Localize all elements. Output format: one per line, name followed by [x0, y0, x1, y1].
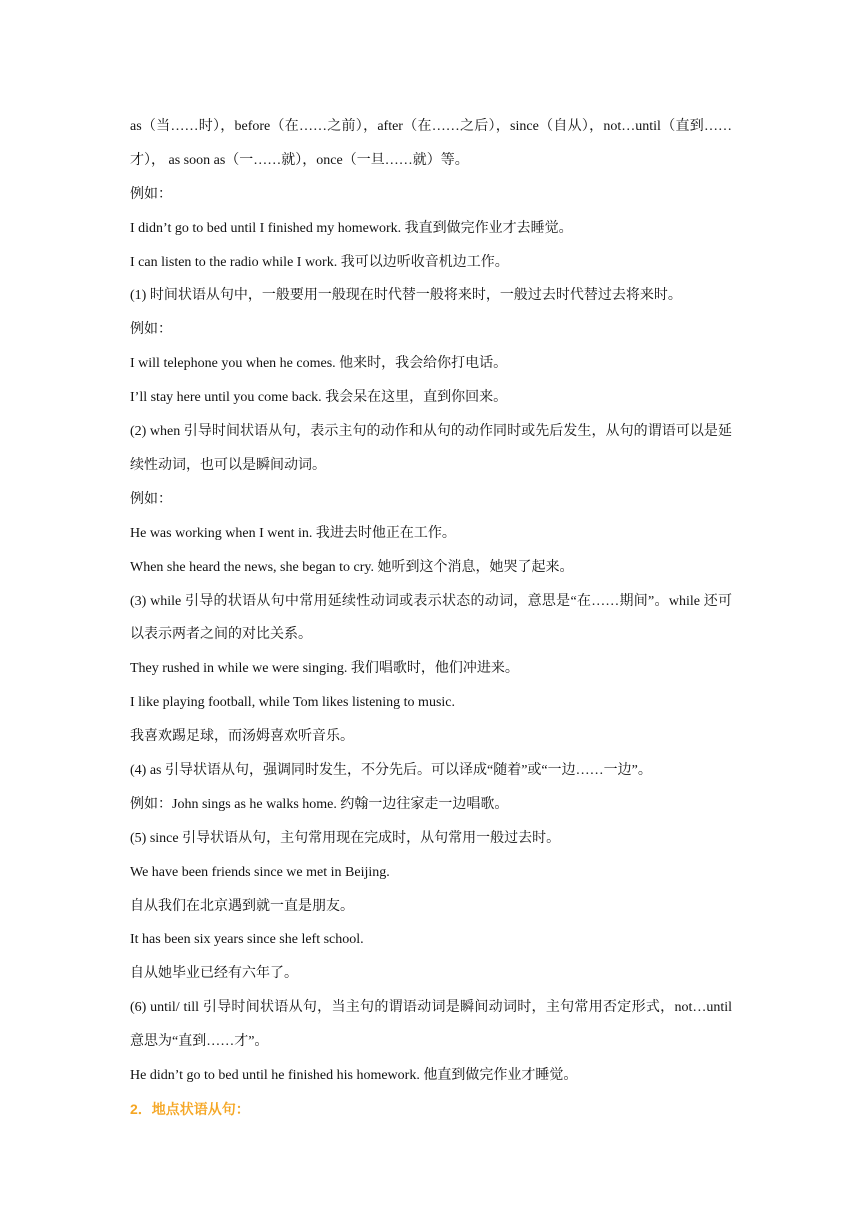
example-sentence: I’ll stay here until you come back. 我会呆在这里，直到你回来。 — [130, 390, 508, 406]
example-sentence: They rushed in while we were singing. 我们唱歌时，他们冲进来。 — [130, 661, 519, 677]
rule-6-paragraph: (6) until/ till 引导时间状语从句，当主句的谓语动词是瞬间动词时，主句常用否定形式，not…until 意思为“直到……才”。 — [130, 1000, 732, 1050]
rule-3-paragraph: (3) while 引导的状语从句中常用延续性动词或表示状态的动词，意思是“在……期间”。while 还可以表示两者之间的对比关系。 — [130, 593, 732, 643]
conjunction-list-paragraph: as（当……时），before（在……之前），after（在……之后），since（自从），not…until（直到……才）， as soon as（一……就），once（一旦……就）等。 — [130, 119, 732, 168]
rule-1-paragraph: (1) 时间状语从句中，一般要用一般现在时代替一般将来时，一般过去时代替过去将来时。 — [130, 288, 682, 304]
example-sentence: It has been six years since she left school. — [130, 932, 364, 948]
example-label: 例如： — [130, 186, 172, 202]
example-label: 例如： — [130, 491, 172, 507]
example-sentence: I can listen to the radio while I work. 我可以边听收音机边工作。 — [130, 254, 509, 270]
example-sentence: 例如：John sings as he walks home. 约翰一边往家走一边唱歌。 — [130, 796, 509, 812]
example-sentence: We have been friends since we met in Beijing. — [130, 864, 390, 880]
document-body — [130, 110, 732, 1127]
example-translation: 我喜欢踢足球，而汤姆喜欢听音乐。 — [130, 729, 354, 745]
example-sentence: I didn’t go to bed until I finished my homework. 我直到做完作业才去睡觉。 — [130, 220, 573, 236]
section-heading: 2．地点状语从句： — [130, 1100, 250, 1117]
rule-4-paragraph: (4) as 引导状语从句，强调同时发生，不分先后。可以译成“随着”或“一边……一边”。 — [130, 763, 652, 779]
example-translation: 自从她毕业已经有六年了。 — [130, 966, 298, 982]
example-sentence: He was working when I went in. 我进去时他正在工作。 — [130, 525, 456, 541]
rule-5-paragraph: (5) since 引导状语从句，主句常用现在完成时，从句常用一般过去时。 — [130, 830, 561, 846]
example-translation: 自从我们在北京遇到就一直是朋友。 — [130, 898, 354, 914]
example-label: 例如： — [130, 322, 172, 338]
example-sentence: I like playing football, while Tom likes listening to music. — [130, 695, 456, 711]
rule-2-paragraph: (2) when 引导时间状语从句，表示主句的动作和从句的动作同时或先后发生，从句的谓语可以是延续性动词，也可以是瞬间动词。 — [130, 424, 732, 473]
example-sentence: He didn’t go to bed until he finished his homework. 他直到做完作业才睡觉。 — [130, 1068, 578, 1084]
example-sentence: When she heard the news, she began to cry. 她听到这个消息，她哭了起来。 — [130, 559, 574, 575]
example-sentence: I will telephone you when he comes. 他来时，我会给你打电话。 — [130, 356, 508, 372]
